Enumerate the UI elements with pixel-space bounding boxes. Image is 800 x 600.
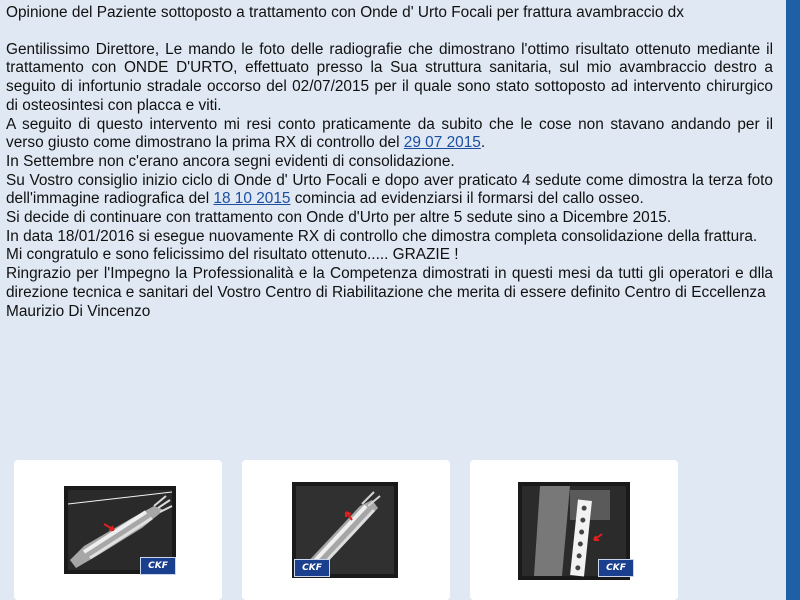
paragraph-first-rx-text: A seguito di questo intervento mi resi conto praticamente da subito che le cose non stavano andando per il verso giusto come dimostrano la prima RX di controllo del xyxy=(6,115,773,152)
paragraph-continue-treatment: Si decide di continuare con trattamento con Onde d'Urto per altre 5 sedute sino a Dicembre 2015. xyxy=(6,209,672,227)
paragraph-first-rx xyxy=(6,116,773,153)
paragraph-shockwave-end: comincia ad evidenziarsi il formarsi del callo osseo. xyxy=(290,190,644,208)
paragraph-greeting: Gentilissimo Direttore, Le mando le foto delle radiografie che dimostrano l'ottimo risultato ottenuto mediante il trattamento con ONDE D'URTO, effettuato presso la Sua struttura sanitaria, sul mio avambraccio destro a seguito di infortunio stradale occorso del 02/07/2015 per il quale sono stato sottoposto ad intervento chirurgico di osteosintesi con placca e viti. xyxy=(6,40,773,114)
paragraph-final-rx: In data 18/01/2016 si esegue nuovamente RX di controllo che dimostra completa consolidazione della frattura. xyxy=(6,227,758,245)
paragraph-shockwave-text: Su Vostro consiglio inizio ciclo di Onde d' Urto Focali e dopo aver praticato 4 sedute come dimostra la terza foto dell'immagine radiografica del xyxy=(6,171,773,208)
paragraph-september: In Settembre non c'erano ancora segni evidenti di consolidazione. xyxy=(6,152,455,170)
xray-photo-card[interactable] xyxy=(470,460,678,600)
xray-image xyxy=(242,460,450,600)
article-title: Opinione del Paziente sottoposto a trattamento con Onde d' Urto Focali per frattura avambraccio dx xyxy=(6,4,684,21)
rx-date-link-29-07-2015[interactable]: 29 07 2015 xyxy=(403,134,481,152)
rx-date-link-18-10-2015[interactable]: 18 10 2015 xyxy=(213,190,291,208)
xray-image xyxy=(14,460,222,600)
xray-photo-card[interactable] xyxy=(242,460,450,600)
testimonial-article xyxy=(6,4,773,321)
xray-gallery xyxy=(14,460,694,600)
paragraph-first-rx-end: . xyxy=(480,134,486,152)
clinic-logo: CKF xyxy=(598,559,634,577)
page-accent-bar xyxy=(786,0,800,600)
paragraph-shockwave-cycle xyxy=(6,172,773,209)
clinic-logo: CKF xyxy=(140,557,176,575)
paragraph-acknowledgement: Ringrazio per l'Impegno la Professionalità e la Competenza dimostrati in questi mesi da tutti gli operatori e dlla direzione tecnica e sanitari del Vostro Centro di Riabilitazione che merita di essere definito Centro di Eccellenza xyxy=(6,265,773,301)
xray-image xyxy=(470,460,678,600)
paragraph-thanks: Mi congratulo e sono felicissimo del risultato ottenuto..... GRAZIE ! xyxy=(6,246,459,264)
signature: Maurizio Di Vincenzo xyxy=(6,302,151,320)
clinic-logo: CKF xyxy=(294,559,330,577)
xray-photo-card[interactable] xyxy=(14,460,222,600)
